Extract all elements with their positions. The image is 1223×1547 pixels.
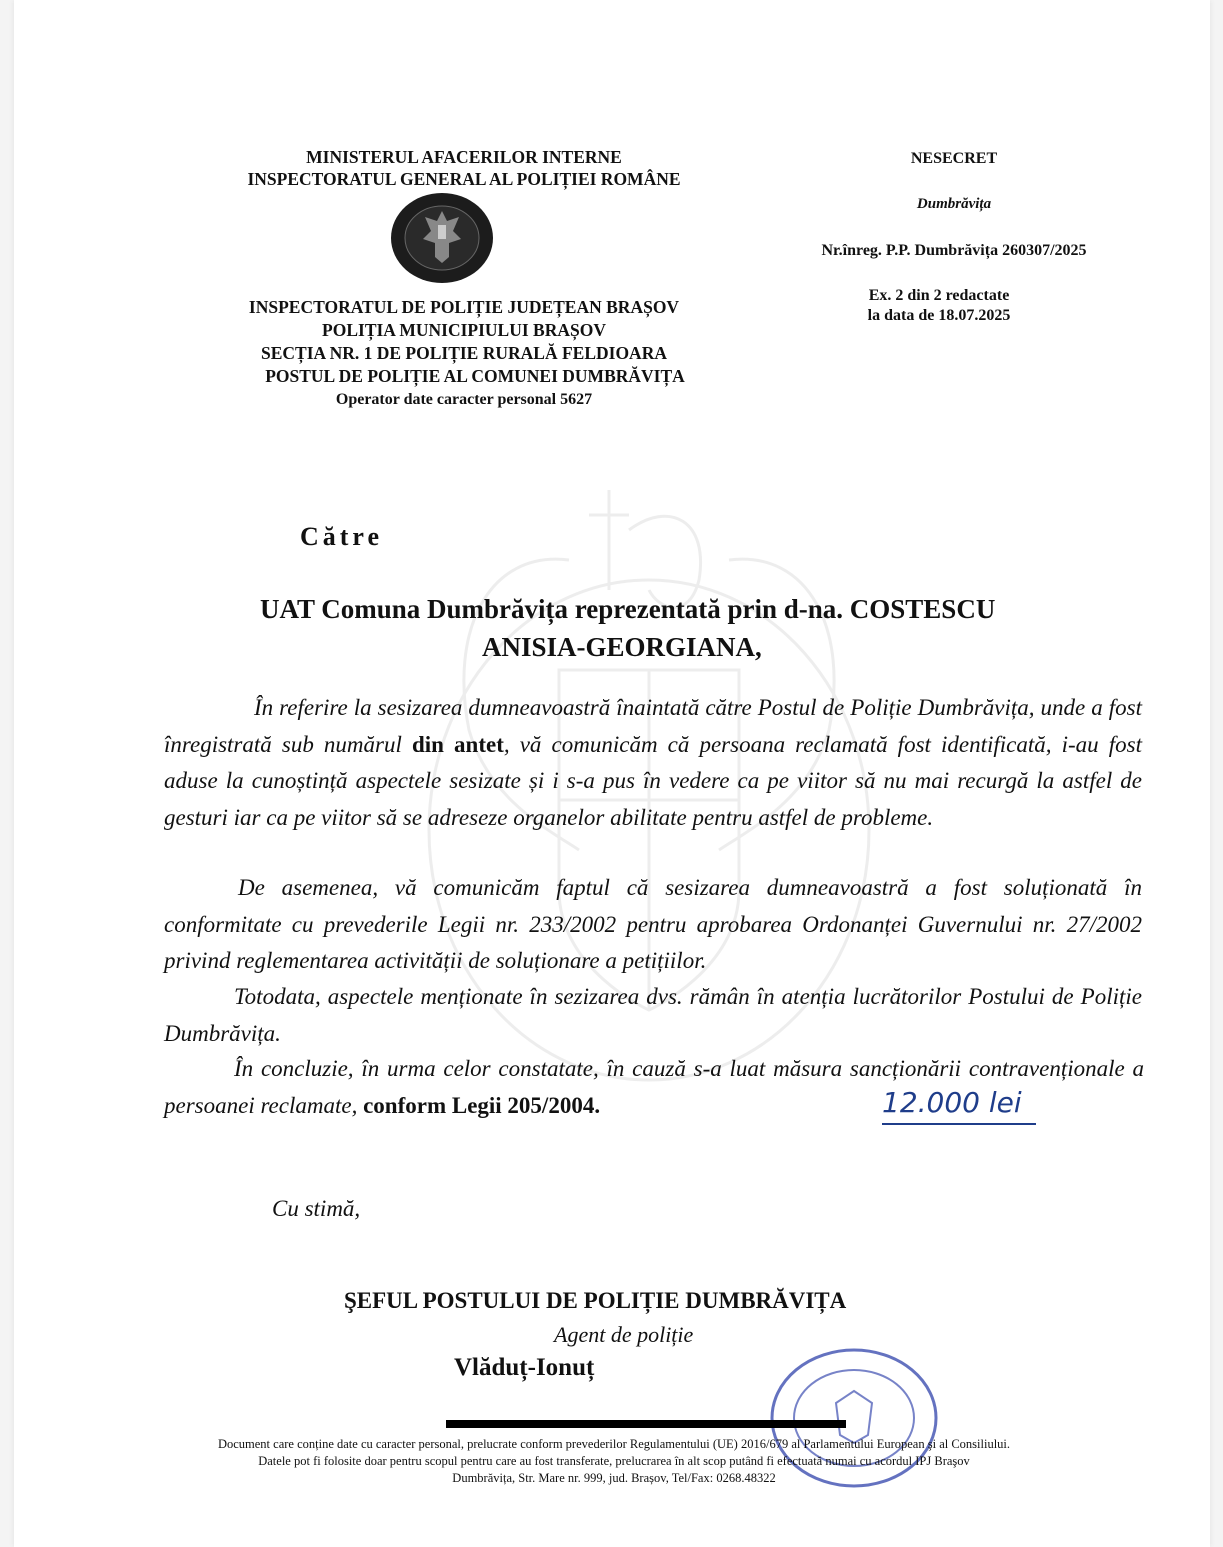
paragraph-1 [164, 690, 1142, 836]
addressee-label: Către [300, 522, 384, 551]
paragraph-3: Totodata, aspectele menționate în sezizarea dvs. rămân în atenția lucrătorilor Postului de Poliție Dumbrăvița. [164, 984, 1142, 1046]
location: Dumbrăvița [916, 196, 992, 212]
addressee-name [260, 590, 1140, 666]
unit-line: INSPECTORATUL DE POLIȚIE JUDEȚEAN BRAȘOV [248, 297, 680, 317]
paragraph-text: În referire la sesizarea dumneavoastră înaintată către Postul de Poliție Dumbrăvița, unde a fost înregistrată sub numărul [164, 695, 1142, 757]
addressee-line: ANISIA-GEORGIANA, [482, 632, 762, 662]
handwritten-note: 12.000 lei [882, 1086, 1036, 1125]
paragraph-bold: din antet [411, 731, 504, 757]
paragraph-2: De asemenea, vă comunicăm faptul că sesizarea dumneavoastră a fost soluționată în conformitate cu prevederile Legii nr. 233/2002 pentru aprobarea Ordonanței Guvernului nr. 27/2002 privind reglementarea activității de soluționare a petițiilor. [164, 875, 1142, 973]
paragraph-text: În concluzie, în urma celor constatate, în cauză s-a luat măsura sancționării contravenționale a persoanei reclamate, [164, 1056, 1144, 1118]
paragraph-bold: conform Legii 205/2004. [363, 1092, 601, 1118]
paragraph-text: , vă comunicăm că persoana reclamată fost identificată, i-au fost aduse la cunoștință aspectele sesizate și i s-a pus în vedere ca pe viitor să nu mai recurgă la astfel de gesturi iar ca pe viitor să se adreseze organelor abilitate pentru astfel de probleme. [164, 731, 1142, 830]
registration-number: Nr.înreg. P.P. Dumbrăvița 260307/2025 [821, 242, 1087, 259]
operator-line: Operator date caracter personal 5627 [335, 391, 593, 408]
footer-line: Document care conține date cu caracter personal, prelucrate conform prevederilor Regulamentului (UE) 2016/679 al Parlamentului European şi al Consiliului. [217, 1437, 1011, 1451]
signatory-title: ŞEFUL POSTULUI DE POLIȚIE DUMBRĂVIȚA [344, 1288, 847, 1313]
classification: NESECRET [910, 150, 998, 167]
ministry-line: INSPECTORATUL GENERAL AL POLIȚIEI ROMÂNE [247, 169, 681, 189]
unit-line: SECȚIA NR. 1 DE POLIȚIE RURALĂ FELDIOARA [261, 343, 667, 363]
signatory-name: Vlăduț-Ionuț [454, 1354, 595, 1381]
footer-address: Dumbrăvița, Str. Mare nr. 999, jud. Brașov, Tel/Fax: 0268.48322 [452, 1471, 776, 1485]
footer-line: Datele pot fi folosite doar pentru scopul pentru care au fost transferate, prelucrarea în alt scop putând fi efectuată numai cu acordul IPJ Braşov [258, 1454, 970, 1468]
document-page [14, 0, 1210, 1547]
copies-info [789, 286, 1089, 326]
copies-date: la data de 18.07.2025 [867, 307, 1011, 324]
unit-line: POSTUL DE POLIȚIE AL COMUNEI DUMBRĂVIȚA [265, 366, 685, 386]
salutation: Cu stimă, [272, 1196, 361, 1221]
redaction-bar [446, 1420, 846, 1428]
addressee-line: UAT Comuna Dumbrăvița reprezentată prin d-na. COSTESCU [260, 594, 996, 624]
unit-header [204, 296, 724, 411]
police-emblem [389, 191, 495, 285]
copies-line: Ex. 2 din 2 redactate [868, 287, 1010, 304]
ministry-line: MINISTERUL AFACERILOR INTERNE [306, 147, 622, 167]
unit-line: POLIȚIA MUNICIPIULUI BRAȘOV [322, 320, 606, 340]
signatory-rank: Agent de poliție [554, 1322, 694, 1347]
ministry-header [204, 146, 724, 190]
